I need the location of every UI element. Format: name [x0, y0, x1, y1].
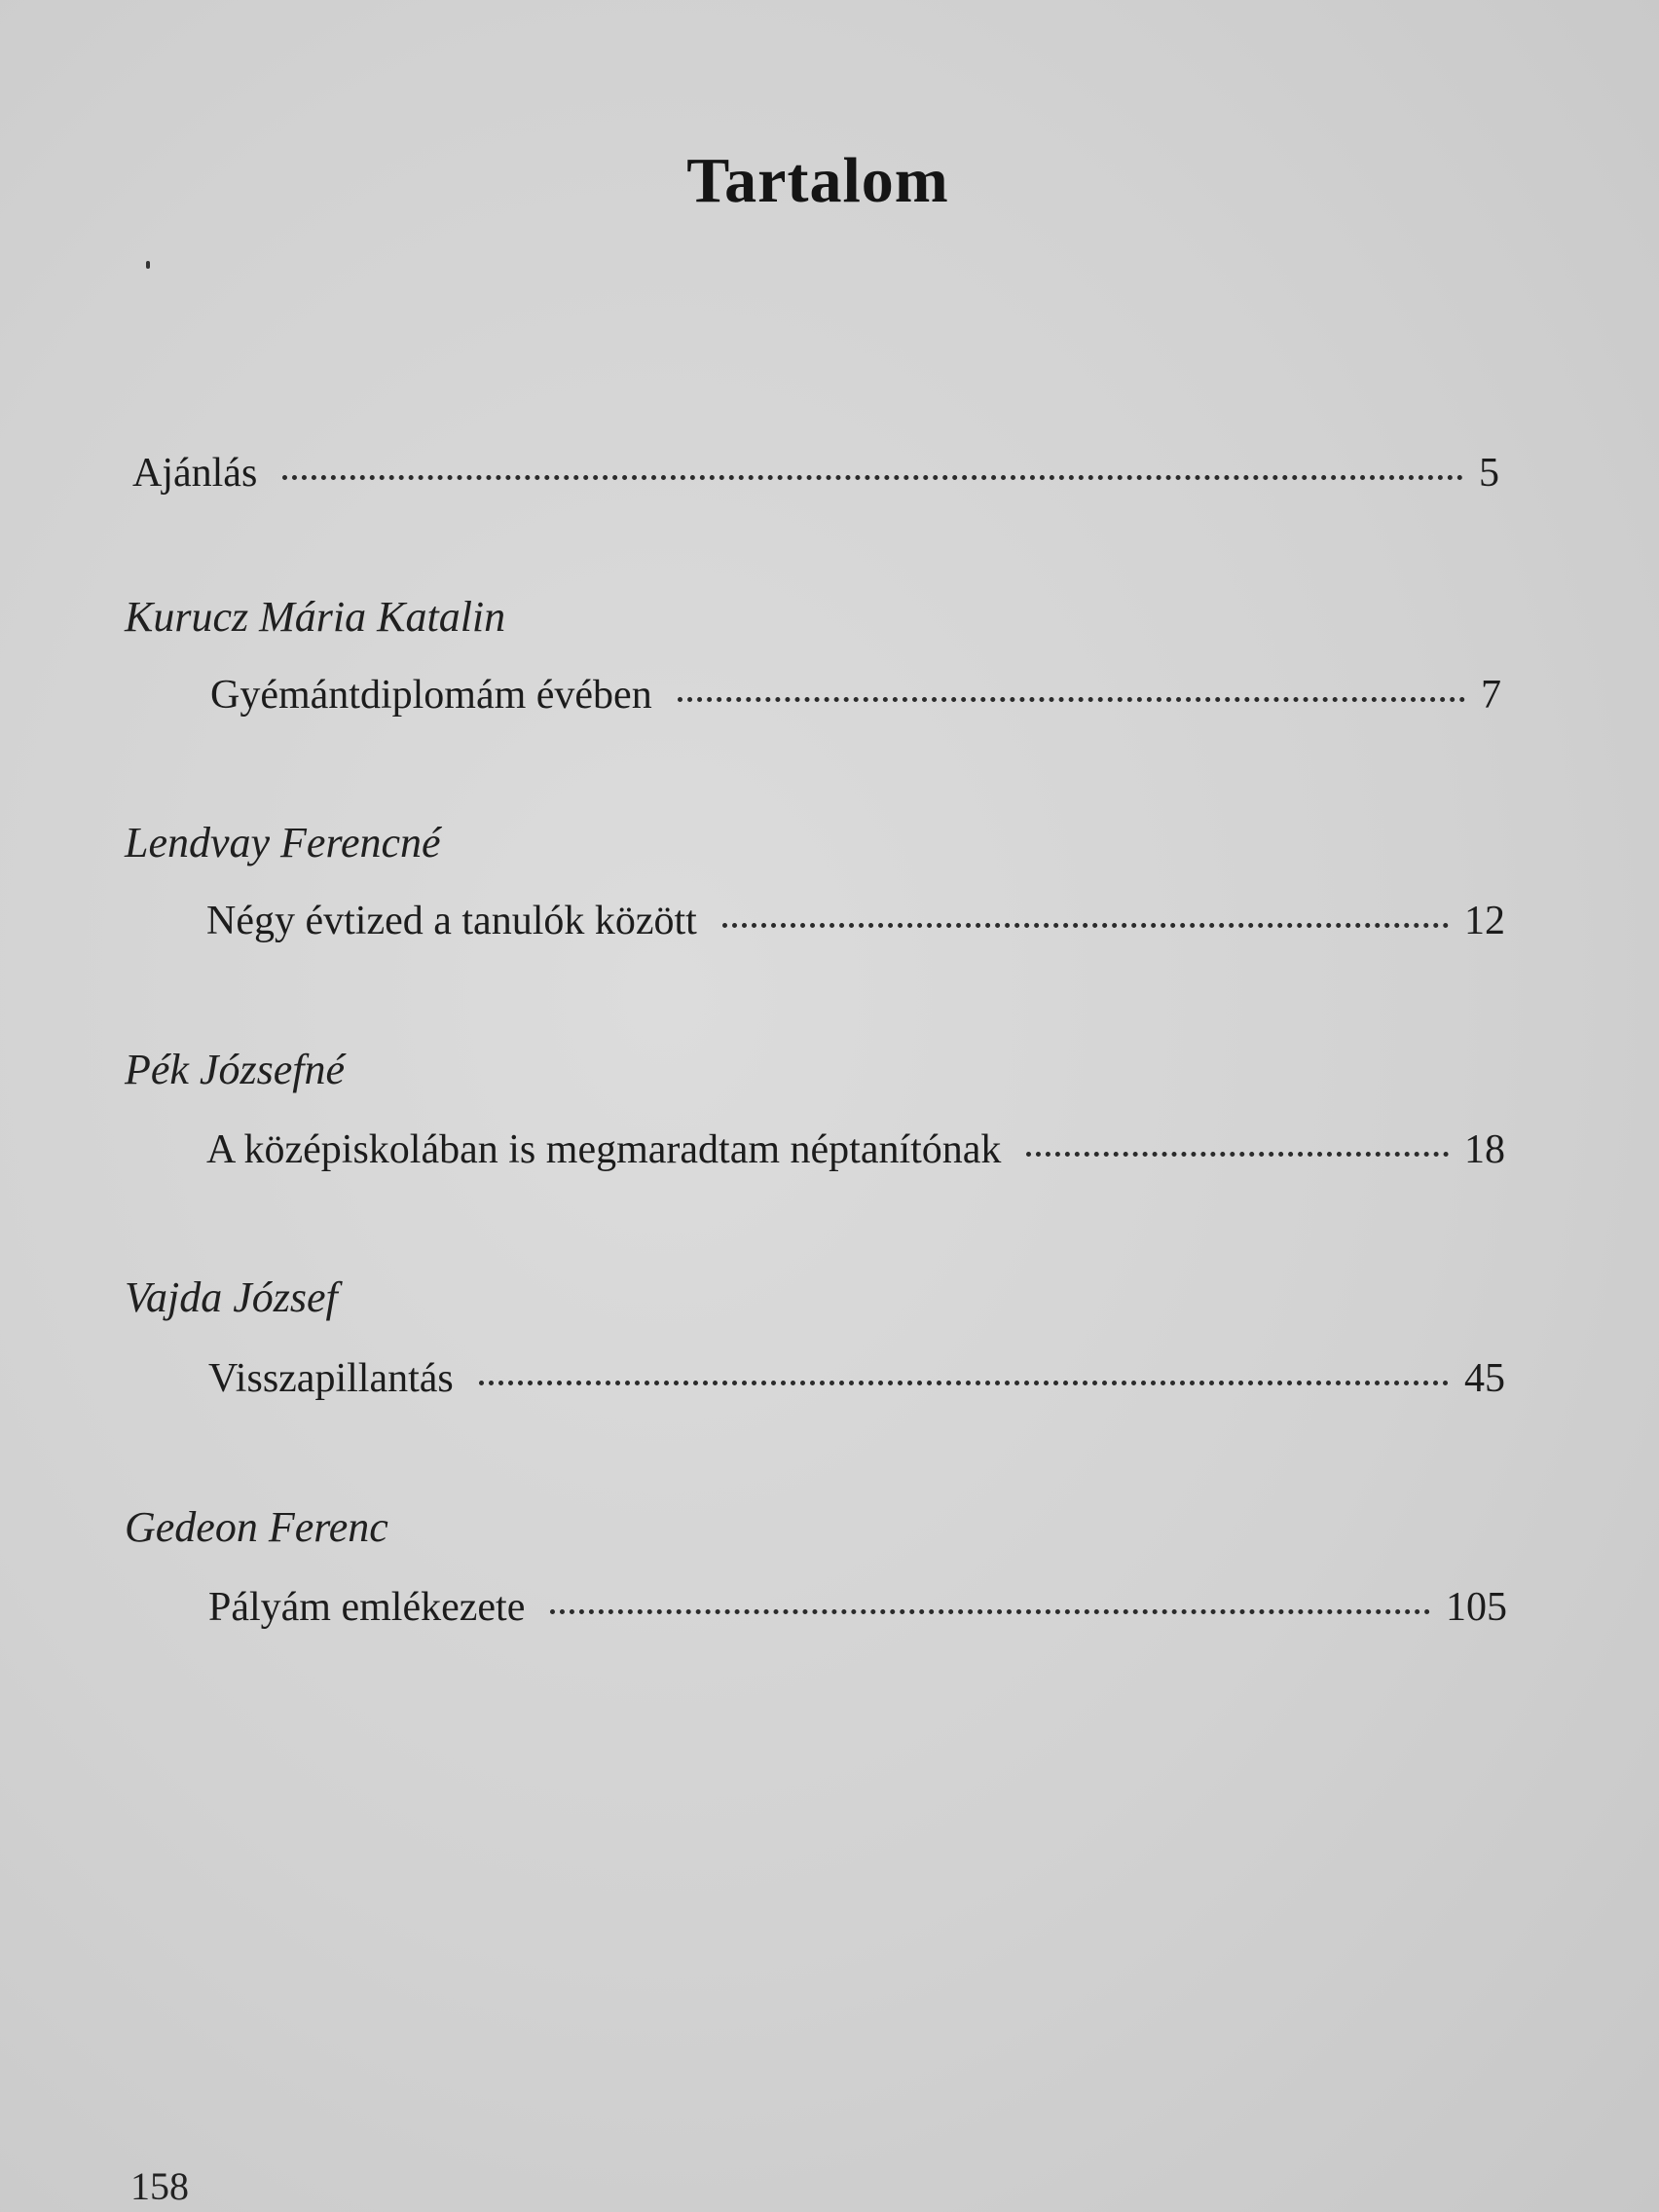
toc-author: Pék Józsefné — [125, 1046, 345, 1093]
toc-entry — [210, 672, 1501, 719]
page-title: Tartalom — [686, 145, 949, 216]
toc-entry-page: 45 — [1464, 1356, 1505, 1401]
dot-leader — [479, 1381, 1449, 1385]
toc-entry — [208, 1355, 1505, 1402]
toc-entry-title: Pályám emlékezete — [208, 1585, 526, 1630]
toc-entry-page: 5 — [1479, 451, 1499, 496]
toc-entry-title: Négy évtized a tanulók között — [206, 899, 697, 943]
toc-entry-page: 12 — [1464, 899, 1505, 943]
toc-entry-ajanlas — [132, 450, 1499, 497]
page-number: 158 — [130, 2164, 189, 2208]
toc-entry-title: Gyémántdiplomám évében — [210, 673, 652, 718]
toc-author: Lendvay Ferencné — [125, 819, 441, 866]
toc-entry-page: 7 — [1481, 673, 1501, 718]
dot-leader — [722, 923, 1449, 928]
toc-entry-title: Visszapillantás — [208, 1356, 454, 1401]
toc-author: Kurucz Mária Katalin — [125, 593, 506, 641]
toc-entry — [206, 1126, 1505, 1173]
toc-entry-page: 18 — [1464, 1127, 1505, 1172]
stray-ink-mark — [146, 261, 150, 269]
toc-entry-title: A középiskolában is megmaradtam néptanítónak — [206, 1127, 1002, 1172]
toc-entry — [208, 1584, 1507, 1631]
dot-leader — [282, 475, 1463, 480]
dot-leader — [550, 1609, 1430, 1614]
dot-leader — [678, 697, 1465, 702]
toc-entry-page: 105 — [1446, 1585, 1507, 1630]
toc-entry-title: Ajánlás — [132, 451, 258, 496]
dot-leader — [1026, 1152, 1449, 1157]
toc-author: Vajda József — [125, 1273, 338, 1321]
toc-author: Gedeon Ferenc — [125, 1503, 388, 1551]
toc-entry — [206, 898, 1505, 944]
